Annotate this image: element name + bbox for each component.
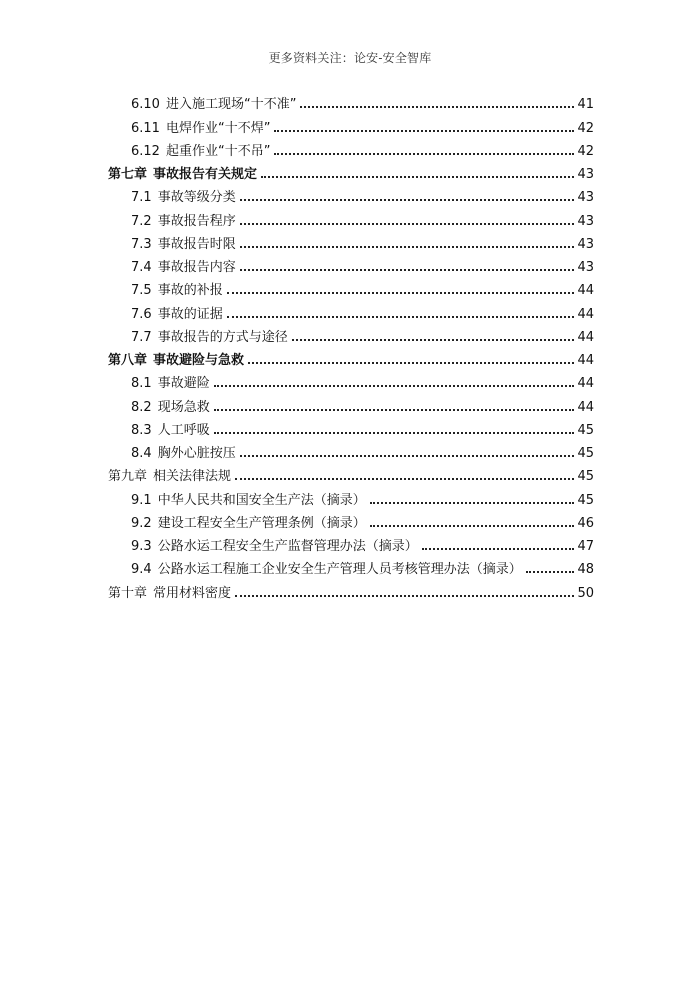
toc-entry-number: 7.4	[131, 260, 152, 275]
toc-page-number: 42	[577, 143, 594, 159]
toc-entry-number: 第十章	[108, 585, 148, 601]
toc-page-number: 45	[577, 469, 594, 485]
toc-dot-leader	[240, 455, 575, 457]
toc-page-number: 44	[577, 283, 594, 299]
toc-section-entry[interactable]	[108, 88, 594, 111]
toc-section-entry[interactable]	[108, 274, 594, 297]
toc-entry-title: 胸外心脏按压	[157, 446, 236, 461]
toc-page-number: 44	[577, 329, 594, 345]
toc-chapter-entry[interactable]	[108, 460, 594, 483]
toc-entry-number: 8.3	[131, 422, 152, 438]
toc-entry-number: 6.12	[131, 143, 160, 159]
toc-dot-leader	[292, 339, 575, 341]
toc-section-entry[interactable]	[108, 111, 594, 134]
toc-entry-title: 公路水运工程施工企业安全生产管理人员考核管理办法（摘录）	[157, 562, 522, 578]
toc-dot-leader	[240, 246, 575, 248]
toc-dot-leader	[526, 571, 575, 573]
toc-entry-title: 常用材料密度	[153, 585, 232, 601]
toc-entry-title: 人工呼吸	[157, 422, 210, 438]
toc-section-entry[interactable]	[108, 507, 594, 530]
toc-entry-number: 8.1	[131, 376, 152, 392]
toc-entry-title: 进入施工现场“十不准”	[165, 97, 297, 113]
toc-dot-leader	[227, 316, 575, 318]
toc-entry-title: 事故报告程序	[157, 213, 236, 229]
toc-page-number: 44	[577, 353, 594, 368]
toc-entry-number: 7.7	[131, 329, 152, 345]
toc-entry-number: 9.1	[131, 492, 152, 508]
toc-entry-number: 8.4	[131, 446, 152, 461]
toc-entry-number: 7.1	[131, 190, 152, 206]
toc-entry-number: 8.2	[131, 399, 152, 415]
toc-page-number: 44	[577, 399, 594, 415]
toc-section-entry[interactable]	[108, 390, 594, 413]
toc-page-number: 44	[577, 306, 594, 322]
toc-entry-number: 7.2	[131, 213, 152, 229]
toc-dot-leader	[261, 176, 574, 178]
toc-entry-title: 起重作业“十不吊”	[165, 143, 271, 159]
toc-section-entry[interactable]	[108, 530, 594, 553]
toc-section-entry[interactable]	[108, 321, 594, 344]
toc-dot-leader	[240, 223, 575, 225]
toc-page-number: 43	[577, 190, 594, 206]
toc-section-entry[interactable]	[108, 437, 594, 460]
toc-dot-leader	[227, 292, 575, 294]
toc-page-number: 45	[577, 492, 594, 508]
toc-chapter-entry[interactable]	[108, 344, 594, 367]
toc-entry-title: 现场急救	[157, 399, 210, 415]
toc-section-entry[interactable]	[108, 367, 594, 390]
toc-dot-leader	[235, 478, 574, 480]
toc-entry-number: 7.5	[131, 283, 152, 299]
toc-page-number: 43	[577, 236, 594, 252]
toc-entry-number: 第八章	[108, 353, 148, 368]
toc-dot-leader	[274, 130, 574, 132]
toc-dot-leader	[214, 432, 575, 434]
toc-section-entry[interactable]	[108, 251, 594, 274]
toc-entry-title: 事故报告的方式与途径	[157, 329, 288, 345]
toc-dot-leader	[214, 409, 575, 411]
table-of-contents	[108, 88, 594, 600]
toc-section-entry[interactable]	[108, 228, 594, 251]
toc-entry-number: 6.10	[131, 97, 160, 113]
toc-entry-title: 电焊作业“十不焊”	[165, 120, 271, 136]
toc-entry-title: 事故避险	[157, 376, 210, 392]
toc-entry-title: 中华人民共和国安全生产法（摘录）	[157, 492, 366, 508]
toc-section-entry[interactable]	[108, 204, 594, 227]
toc-section-entry[interactable]	[108, 181, 594, 204]
toc-dot-leader	[235, 595, 574, 597]
toc-page-number: 44	[577, 376, 594, 392]
toc-entry-number: 6.11	[131, 120, 160, 136]
toc-dot-leader	[240, 269, 575, 271]
page-header: 更多资料关注：论安-安全智库	[268, 51, 432, 65]
toc-dot-leader	[240, 199, 575, 201]
toc-page-number: 50	[577, 585, 594, 601]
toc-entry-title: 事故报告时限	[157, 236, 236, 252]
toc-page-number: 48	[577, 562, 594, 578]
toc-entry-number: 9.2	[131, 515, 152, 531]
toc-page-number: 43	[577, 213, 594, 229]
toc-entry-title: 事故避险与急救	[153, 353, 245, 368]
toc-chapter-entry[interactable]	[108, 576, 594, 599]
toc-page-number: 45	[577, 422, 594, 438]
toc-page-number: 46	[577, 515, 594, 531]
toc-section-entry[interactable]	[108, 483, 594, 506]
toc-chapter-entry[interactable]	[108, 158, 594, 181]
toc-page-number: 41	[577, 97, 594, 113]
toc-entry-title: 事故等级分类	[157, 190, 236, 206]
toc-entry-title: 事故报告内容	[157, 260, 236, 275]
toc-entry-title: 事故报告有关规定	[153, 167, 258, 182]
toc-dot-leader	[422, 548, 575, 550]
toc-dot-leader	[214, 385, 575, 387]
toc-dot-leader	[248, 362, 574, 364]
toc-entry-title: 事故的证据	[157, 306, 223, 322]
toc-page-number: 43	[577, 167, 594, 182]
toc-dot-leader	[274, 153, 574, 155]
toc-page-number: 45	[577, 446, 594, 461]
toc-entry-number: 9.3	[131, 539, 152, 554]
toc-dot-leader	[370, 525, 575, 527]
toc-section-entry[interactable]	[108, 414, 594, 437]
toc-entry-number: 9.4	[131, 562, 152, 578]
toc-entry-title: 公路水运工程安全生产监督管理办法（摘录）	[157, 539, 418, 554]
toc-section-entry[interactable]	[108, 297, 594, 320]
toc-entry-title: 相关法律法规	[153, 469, 232, 485]
toc-page-number: 42	[577, 120, 594, 136]
toc-entry-number: 7.6	[131, 306, 152, 322]
toc-entry-number: 7.3	[131, 236, 152, 252]
toc-dot-leader	[300, 106, 574, 108]
toc-entry-number: 第九章	[108, 469, 148, 485]
toc-page-number: 43	[577, 260, 594, 275]
toc-section-entry[interactable]	[108, 553, 594, 576]
toc-entry-number: 第七章	[108, 167, 148, 182]
toc-section-entry[interactable]	[108, 135, 594, 158]
toc-page-number: 47	[577, 539, 594, 554]
toc-entry-title: 建设工程安全生产管理条例（摘录）	[157, 515, 366, 531]
toc-dot-leader	[370, 502, 575, 504]
toc-entry-title: 事故的补报	[157, 283, 223, 299]
